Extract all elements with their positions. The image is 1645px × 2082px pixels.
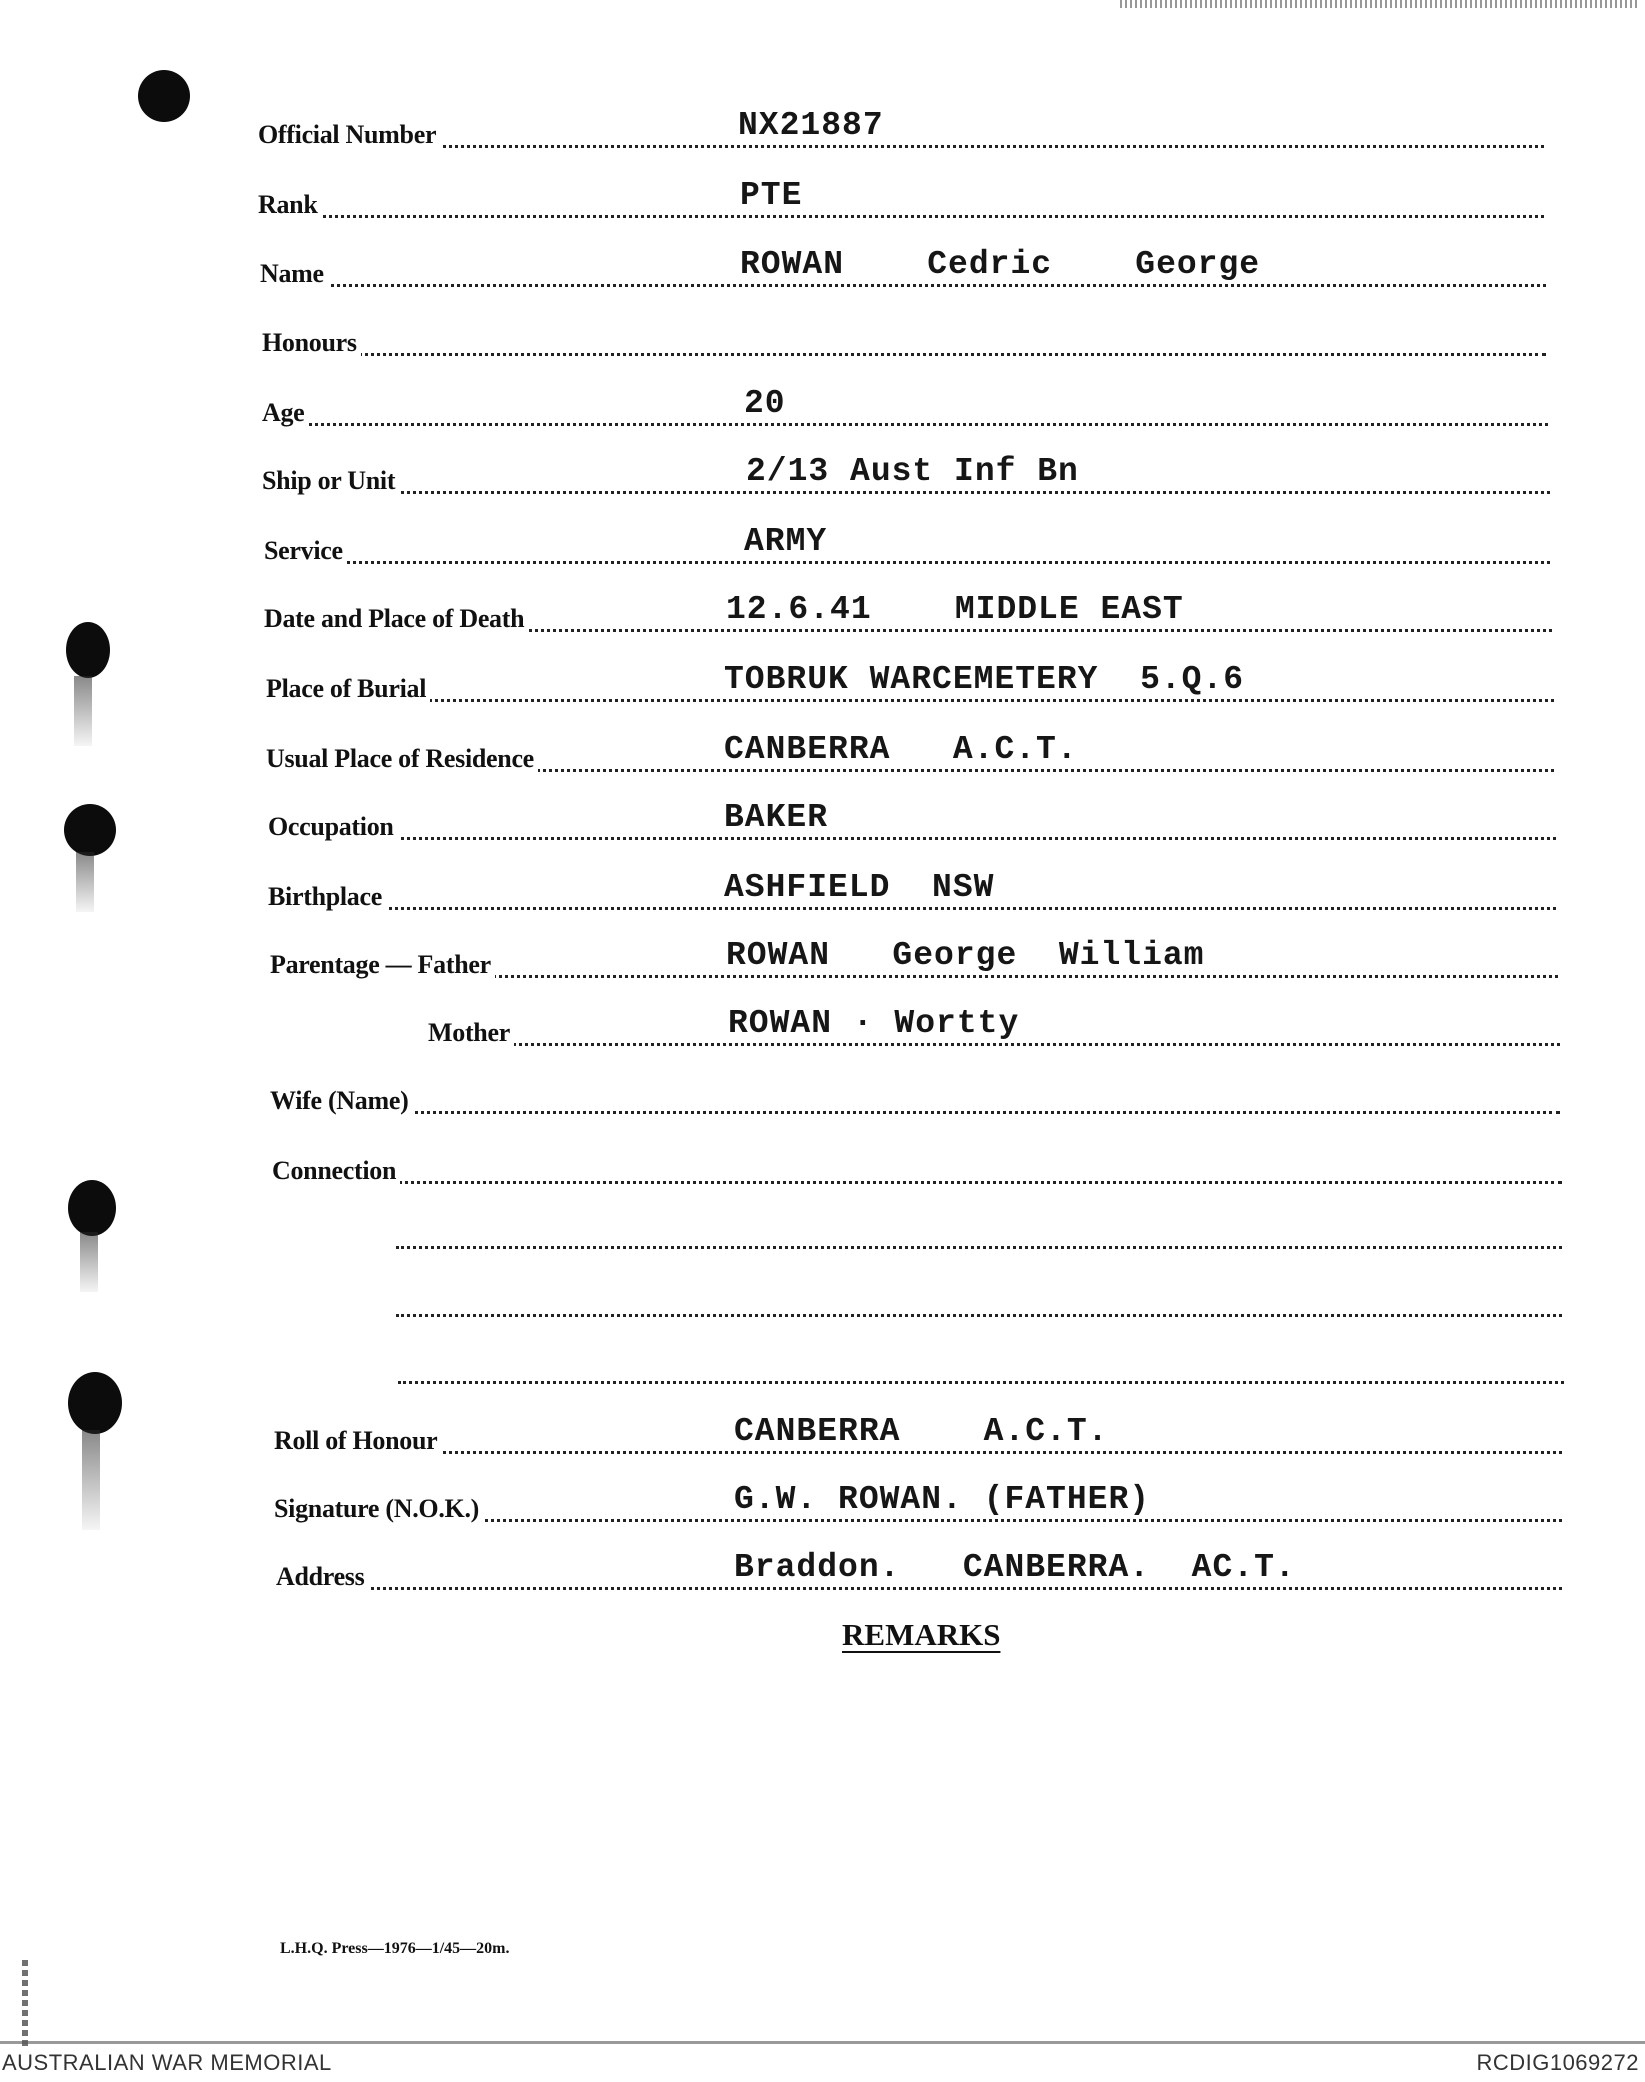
punch-hole — [68, 1372, 122, 1434]
row-place-of-burial — [266, 661, 1554, 708]
connection-line-3 — [396, 1311, 1562, 1317]
row-ship-or-unit — [262, 453, 1550, 500]
row-signature — [274, 1481, 1562, 1528]
dotted-line — [428, 1043, 1560, 1046]
row-wife — [270, 1080, 1560, 1120]
value-service: ARMY — [744, 523, 828, 560]
dotted-line — [260, 284, 1546, 287]
label-honours: Honours — [262, 328, 361, 358]
row-official-number — [258, 107, 1544, 154]
dotted-line — [262, 491, 1550, 494]
punch-hole — [138, 70, 190, 122]
value-ship-or-unit: 2/13 Aust Inf Bn — [746, 453, 1079, 490]
dotted-line — [258, 145, 1544, 148]
label-name: Name — [260, 259, 328, 289]
punch-hole — [68, 1180, 116, 1236]
row-service — [264, 523, 1550, 570]
row-age — [262, 385, 1548, 432]
dotted-line — [268, 907, 1556, 910]
row-occupation — [268, 799, 1556, 846]
scan-smudge — [74, 676, 92, 746]
dotted-line — [262, 423, 1548, 426]
label-roll-of-honour: Roll of Honour — [274, 1426, 441, 1456]
dotted-line — [272, 1181, 1562, 1184]
value-place-of-burial: TOBRUK WARCEMETERY 5.Q.6 — [724, 661, 1245, 698]
value-birthplace: ASHFIELD NSW — [724, 869, 995, 906]
scan-edge — [22, 1960, 28, 2050]
connection-line-2 — [396, 1243, 1562, 1249]
row-connection — [272, 1150, 1562, 1190]
label-address: Address — [276, 1562, 368, 1592]
dotted-line — [274, 1451, 1562, 1454]
label-father: Parentage — Father — [270, 950, 495, 980]
remarks-heading: REMARKS — [842, 1617, 1001, 1652]
value-mother: ROWAN · Wortty — [728, 1005, 1020, 1042]
scan-smudge — [80, 1232, 98, 1292]
row-mother — [428, 1005, 1560, 1052]
connection-line-4 — [398, 1378, 1564, 1384]
label-date-place-death: Date and Place of Death — [264, 604, 528, 634]
label-birthplace: Birthplace — [268, 882, 386, 912]
row-address — [276, 1549, 1562, 1596]
dotted-line — [266, 699, 1554, 702]
label-official-number: Official Number — [258, 120, 440, 150]
label-wife: Wife (Name) — [270, 1086, 412, 1116]
row-roll-of-honour — [274, 1413, 1562, 1460]
punch-hole — [66, 622, 110, 678]
scan-noise-top — [1120, 0, 1640, 8]
value-address: Braddon. CANBERRA. AC.T. — [734, 1549, 1296, 1586]
label-usual-residence: Usual Place of Residence — [266, 744, 538, 774]
value-roll-of-honour: CANBERRA A.C.T. — [734, 1413, 1109, 1450]
label-age: Age — [262, 398, 308, 428]
scan-bottom-rule — [0, 2041, 1645, 2044]
label-place-of-burial: Place of Burial — [266, 674, 430, 704]
archive-id: RCDIG1069272 — [1476, 2050, 1639, 2075]
dotted-line — [258, 215, 1544, 218]
label-rank: Rank — [258, 190, 322, 220]
scan-smudge — [76, 852, 94, 912]
value-date-place-death: 12.6.41 MIDDLE EAST — [726, 591, 1184, 628]
value-official-number: NX21887 — [738, 107, 884, 144]
row-rank — [258, 177, 1544, 224]
dotted-line — [268, 837, 1556, 840]
row-name — [260, 246, 1546, 293]
archive-caption: AUSTRALIAN WAR MEMORIAL — [2, 2050, 332, 2075]
value-father: ROWAN George William — [726, 937, 1205, 974]
dotted-line — [270, 1111, 1560, 1114]
label-signature: Signature (N.O.K.) — [274, 1494, 483, 1524]
value-age: 20 — [744, 385, 786, 422]
dotted-line — [262, 353, 1546, 356]
scan-smudge — [82, 1430, 100, 1530]
row-usual-residence — [266, 731, 1554, 778]
row-honours — [262, 322, 1546, 362]
label-occupation: Occupation — [268, 812, 398, 842]
value-usual-residence: CANBERRA A.C.T. — [724, 731, 1078, 768]
row-date-place-death — [264, 591, 1552, 638]
value-signature: G.W. ROWAN. (FATHER) — [734, 1481, 1151, 1518]
row-birthplace — [268, 869, 1556, 916]
label-service: Service — [264, 536, 347, 566]
value-rank: PTE — [740, 177, 803, 214]
punch-hole — [64, 804, 116, 856]
label-ship-or-unit: Ship or Unit — [262, 466, 399, 496]
label-mother: Mother — [428, 1018, 514, 1048]
dotted-line — [264, 561, 1550, 564]
dotted-line — [276, 1587, 1562, 1590]
print-line: L.H.Q. Press—1976—1/45—20m. — [280, 1940, 510, 1957]
value-occupation: BAKER — [724, 799, 829, 836]
label-connection: Connection — [272, 1156, 400, 1186]
value-name: ROWAN Cedric George — [740, 246, 1261, 283]
row-father — [270, 937, 1558, 984]
